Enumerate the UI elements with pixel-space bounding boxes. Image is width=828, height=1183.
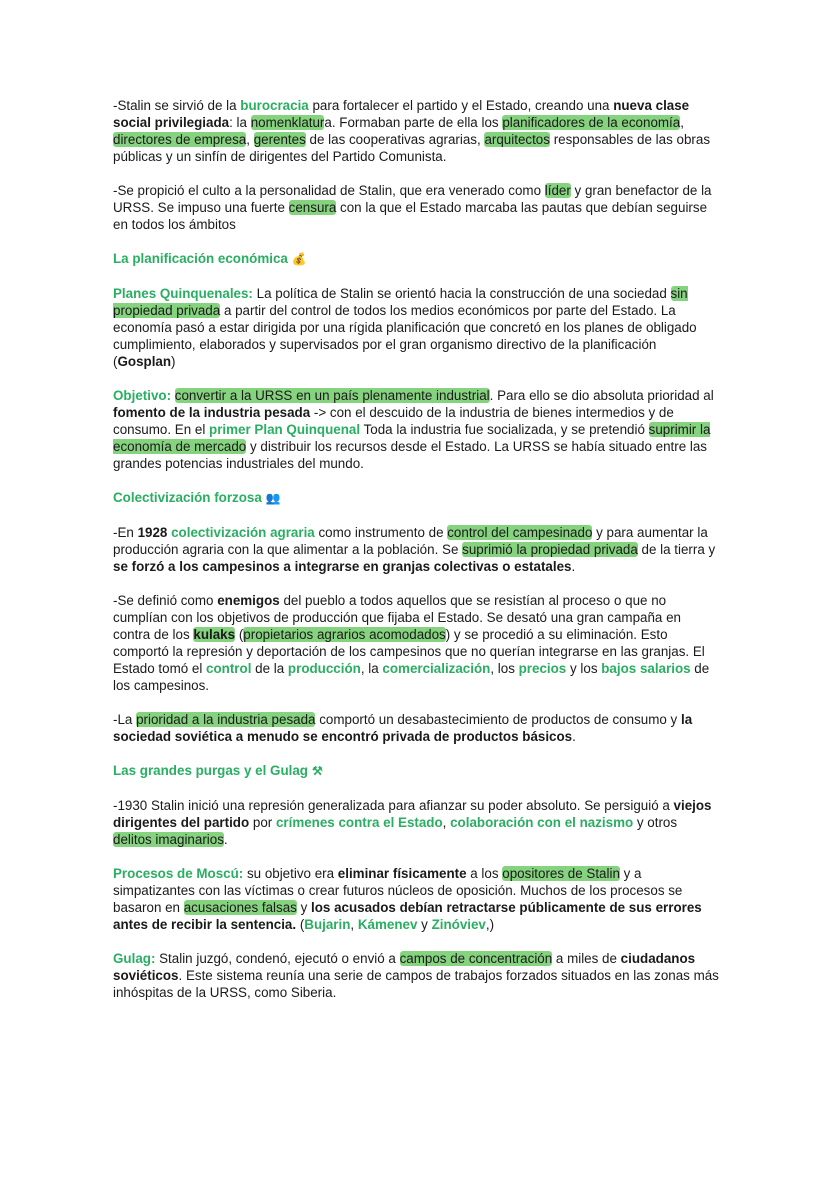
text-run: . [571,559,576,574]
bold-text: los acusados debían retractarse públicamente de sus errores antes de recibir la sentencia. [113,900,702,932]
highlighted-text: directores de empresa [113,132,247,147]
text-run: a miles de [552,951,621,966]
bold-text: Gosplan [117,354,172,369]
text-run: comportó un desabastecimiento de productos de consumo y [315,712,681,727]
text-run: La planificación económica [113,251,288,266]
paragraph [113,797,719,848]
highlighted-text: suprimir la economía de mercado [113,422,711,454]
text-run: -Se definió como [113,593,218,608]
highlighted-text: campos de concentración [399,951,553,966]
paragraph [113,182,719,233]
paragraph [113,97,719,165]
text-run: -Se propició el culto a la personalidad de Stalin, que era venerado como [113,183,545,198]
highlighted-text: convertir a la URSS en un país plenamente industrial [174,388,490,403]
text-run: del pueblo a todos aquellos que se resistían al proceso o que no cumplían con los objetivos de producción que fijaba el Estado. Se desató una gran campaña en contra de los [113,593,681,642]
bold-text: nueva clase social privilegiada [113,98,690,130]
text-run: Stalin juzgó, condenó, ejecutó o envió a [155,951,400,966]
text-run: y [417,917,432,932]
text-run: Las grandes purgas y el Gulag [113,763,308,778]
green-keyword: producción [287,661,361,676]
text-run: y [296,900,312,915]
text-run: , [442,815,451,830]
bold-text: eliminar físicamente [337,866,467,881]
green-keyword: bajos salarios [601,661,691,676]
bold-text: fomento de la industria pesada [113,405,311,420]
text-run: y los [566,661,602,676]
text-run: . [572,729,576,744]
green-keyword: Planes Quinquenales: [113,286,253,301]
bold-text: 1928 [137,525,168,540]
green-keyword: primer Plan Quinquenal [209,422,361,437]
green-keyword: colaboración con el nazismo [450,815,634,830]
text-run: de los campesinos. [113,661,710,693]
text-run: : la [229,115,251,130]
highlighted-text: gerentes [253,132,306,147]
paragraph [113,950,719,1001]
document-body [113,97,719,1018]
bold-text: ciudadanos soviéticos [113,951,696,983]
section-heading [113,250,719,268]
money-bag-icon: 💰 [291,252,307,266]
text-run: Colectivización forzosa [113,490,262,505]
text-run: como instrumento de [314,525,448,540]
paragraph [113,865,719,933]
text-run: por [249,815,276,830]
text-run: para fortalecer el partido y el Estado, creando una [308,98,614,113]
green-keyword: Kámenev [357,917,418,932]
text-run: . [223,832,228,847]
text-run: -1930 Stalin inició una represión generalizada para afianzar su poder absoluto. Se persiguió a [113,798,674,813]
section-heading [113,762,719,780]
text-run: responsables de las obras públicas y un sinfín de dirigentes del Partido Comunista. [113,132,711,164]
highlighted-text: sin propiedad privada [113,286,688,318]
green-keyword: Objetivo: [113,388,172,403]
text-run: y a simpatizantes con las víctimas o crear futuros núcleos de oposición. Muchos de los procesos se basaron en [113,866,683,915]
green-keyword: precios [518,661,567,676]
text-run: -En [113,525,138,540]
text-run: ) [171,354,176,369]
text-run: su objetivo era [243,866,338,881]
green-keyword: control [206,661,252,676]
highlighted-text: opositores de Stalin [502,866,620,881]
highlighted-text: delitos imaginarios [113,832,224,847]
green-keyword: comercialización [382,661,491,676]
text-run: -La [113,712,137,727]
text-run: Toda la industria fue socializada, y se pretendió [360,422,649,437]
text-run: , los [490,661,519,676]
text-run: , la [360,661,383,676]
paragraph [113,711,719,745]
text-run: La política de Stalin se orientó hacia la construcción de una sociedad [252,286,671,301]
paragraph [113,592,719,694]
highlighted-text: planificadores de la economía [502,115,681,130]
text-run: , [350,917,358,932]
text-run: y distribuir los recursos desde el Estado. La URSS se había situado entre las grandes potencias industriales del mundo. [113,439,707,471]
highlighted-text: propietarios agrarios acomodados [243,627,446,642]
text-run: , [680,115,684,130]
green-keyword: crímenes contra el Estado [275,815,443,830]
green-keyword: colectivización agraria [171,525,315,540]
highlighted-text: censura [288,200,337,215]
text-run: de la [251,661,288,676]
people-icon: 👥 [265,491,281,505]
text-run: ) y se procedió a su eliminación. Esto comportó la represión y deportación de los campesinos que no querían integrarse en las granjas. El Estado tomó el [113,627,705,676]
text-run: ( [296,917,305,932]
text-run: y gran benefactor de la URSS. Se impuso una fuerte [113,183,712,215]
green-keyword: Procesos de Moscú: [113,866,244,881]
text-run: -Stalin se sirvió de la [113,98,241,113]
highlighted-text: prioridad a la industria pesada [136,712,316,727]
text-run: ( [235,627,244,642]
text-run: , [246,132,254,147]
green-keyword: Gulag: [113,951,156,966]
bold-text: se forzó a los campesinos a integrarse en granjas colectivas o estatales [113,559,572,574]
highlighted-text: arquitectos [484,132,550,147]
highlighted-text: suprimió la propiedad privada [462,542,638,557]
text-run: y otros [633,815,678,830]
green-keyword: burocracia [240,98,309,113]
text-run: con la que el Estado marcaba las pautas que debían seguirse en todos los ámbitos [113,200,708,232]
text-run: a partir del control de todos los medios económicos por parte del Estado. La economía pasó a estar dirigida por una rígida planificación que concretó en los planes de obligado cumplimiento, elaborados y supervisados por el gran organismo directivo de la planificación ( [113,303,697,369]
paragraph [113,285,719,370]
text-run: de la tierra y [637,542,716,557]
highlighted-text: nomenklatur [250,115,325,130]
highlighted-text: líder [544,183,571,198]
section-heading [113,489,719,507]
green-keyword: Bujarin [304,917,351,932]
text-run: a. Formaban parte de ella los [324,115,503,130]
text-run: de las cooperativas agrarias, [305,132,485,147]
bold-text: viejos dirigentes del partido [113,798,712,830]
text-run: . Para ello se dio absoluta prioridad al [489,388,714,403]
text-run: a los [466,866,503,881]
bold-text: la sociedad soviética a menudo se encontró privada de productos básicos [113,712,693,744]
green-keyword: Zinóviev [431,917,486,932]
highlighted-text: control del campesinado [447,525,593,540]
paragraph [113,387,719,472]
hammer-pick-icon: ⚒ [311,764,323,778]
text-run: ,) [485,917,495,932]
highlighted-text: kulaks [193,627,236,642]
highlighted-text: acusaciones falsas [183,900,297,915]
text-run: -> con el descuido de la industria de bienes intermedios y de consumo. En el [113,405,674,437]
bold-text: enemigos [217,593,280,608]
paragraph [113,524,719,575]
text-run: y para aumentar la producción agraria con la que alimentar a la población. Se [113,525,708,557]
text-run: . Este sistema reunía una serie de campos de trabajos forzados situados en las zonas más inhóspitas de la URSS, como Siberia. [113,968,719,1000]
